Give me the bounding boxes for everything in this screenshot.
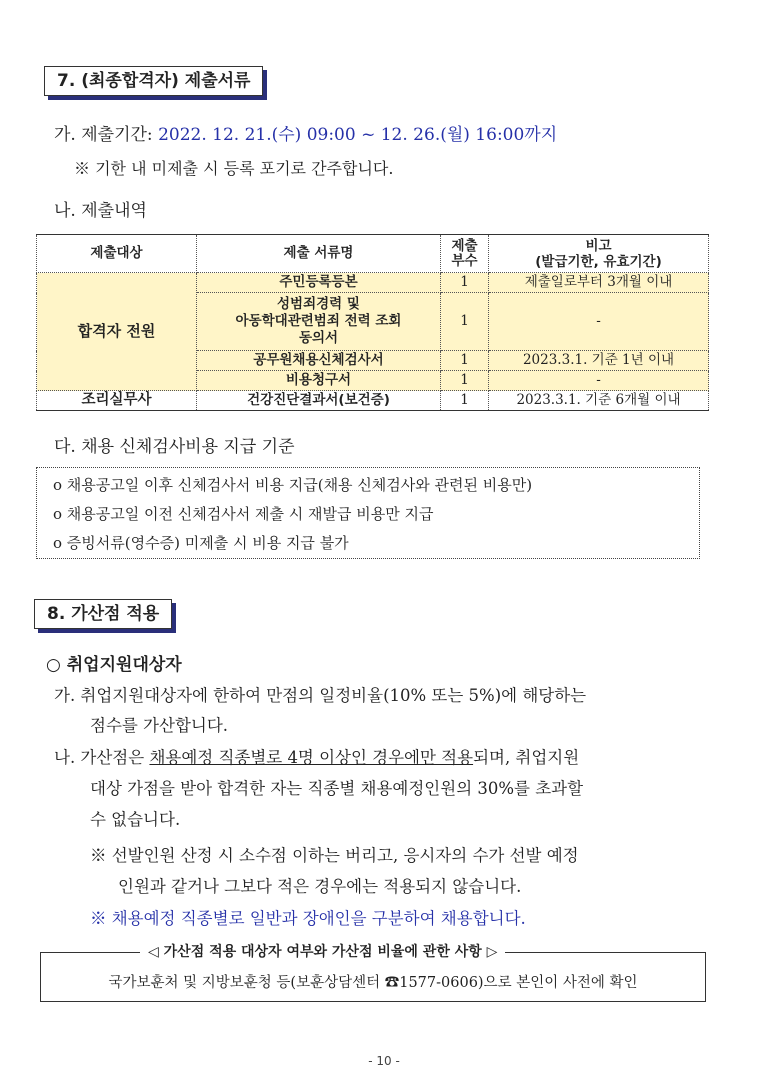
item-b-line2: 대상 가점을 받아 합격한 자는 직종별 채용예정인원의 30%를 초과할 xyxy=(90,779,584,798)
row-count: 1 xyxy=(441,391,489,411)
item-b-line1 xyxy=(54,744,579,768)
item-a-line2: 점수를 가산합니다. xyxy=(90,716,229,735)
section-8-title: 8. 가산점 적용 xyxy=(34,599,172,629)
notice-title: ◁ 가산점 적용 대상자 여부와 가산점 비율에 관한 사항 ▷ xyxy=(140,941,505,961)
row-doc: 건강진단결과서(보건증) xyxy=(197,391,441,411)
row-doc: 성범죄경력 및 아동학대관련범죄 전력 조회 동의서 xyxy=(197,293,441,351)
submission-period xyxy=(54,120,557,145)
group-cook: 조리실무사 xyxy=(37,391,197,411)
row-note: 2023.3.1. 기준 1년 이내 xyxy=(489,351,709,371)
group-all-passers: 합격자 전원 xyxy=(37,273,197,391)
criteria-label: 다. 채용 신체검사비용 지급 기준 xyxy=(54,437,295,457)
item-a-line1: 가. 취업지원대상자에 한하여 만점의 일정비율(10% 또는 5%)에 해당하는 xyxy=(54,686,587,705)
row-note: - xyxy=(489,293,709,351)
row-count: 1 xyxy=(441,351,489,371)
row-doc: 주민등록등본 xyxy=(197,273,441,293)
details-label: 나. 제출내역 xyxy=(54,201,147,221)
table-header-row xyxy=(37,235,709,273)
page-number: - 10 - xyxy=(368,1054,400,1068)
row-note: - xyxy=(489,371,709,391)
criteria-item: o 채용공고일 이후 신체검사서 비용 지급(채용 신체검사와 관련된 비용만) xyxy=(53,476,533,494)
row-note: 2023.3.1. 기준 6개월 이내 xyxy=(489,391,709,411)
submission-table xyxy=(36,234,709,411)
note2: ※ 채용예정 직종별로 일반과 장애인을 구분하여 채용합니다. xyxy=(90,909,526,928)
criteria-box xyxy=(36,467,700,559)
criteria-item: o 증빙서류(영수증) 미제출 시 비용 지급 불가 xyxy=(53,534,349,552)
row-count: 1 xyxy=(441,293,489,351)
table-row xyxy=(37,273,709,293)
item-b-line3: 수 없습니다. xyxy=(90,810,181,829)
b-underline: 채용예정 직종별로 4명 이상인 경우에만 적용 xyxy=(149,748,474,767)
period-note: ※ 기한 내 미제출 시 등록 포기로 간주합니다. xyxy=(74,159,394,178)
row-doc: 공무원채용신체검사서 xyxy=(197,351,441,371)
row-count: 1 xyxy=(441,371,489,391)
row-doc: 비용청구서 xyxy=(197,371,441,391)
row-count: 1 xyxy=(441,273,489,293)
header-doc: 제출 서류명 xyxy=(197,235,441,273)
header-target: 제출대상 xyxy=(37,235,197,273)
table-row xyxy=(37,391,709,411)
criteria-item: o 채용공고일 이전 신체검사서 제출 시 재발급 비용만 지급 xyxy=(53,505,434,523)
note1-line1: ※ 선발인원 산정 시 소수점 이하는 버리고, 응시자의 수가 선발 예정 xyxy=(90,846,579,865)
period-label: 가. 제출기간: xyxy=(54,125,159,145)
header-note: 비고 (발급기한, 유효기간) xyxy=(489,235,709,273)
b-pre: 나. 가산점은 xyxy=(54,748,150,767)
b-post: 되며, 취업지원 xyxy=(473,748,580,767)
row-note: 제출일로부터 3개월 이내 xyxy=(489,273,709,293)
period-value: 2022. 12. 21.(수) 09:00 ~ 12. 26.(월) 16:00까지 xyxy=(158,125,558,145)
header-count: 제출 부수 xyxy=(441,235,489,273)
note1-line2: 인원과 같거나 그보다 적은 경우에는 적용되지 않습니다. xyxy=(118,877,522,896)
notice-body: 국가보훈처 및 지방보훈청 등(보훈상담센터 ☎1577-0606)으로 본인이 사전에 확인 xyxy=(108,975,638,991)
subtitle-employment-support: ○ 취업지원대상자 xyxy=(46,655,182,675)
section-7-title: 7. (최종합격자) 제출서류 xyxy=(44,66,263,96)
